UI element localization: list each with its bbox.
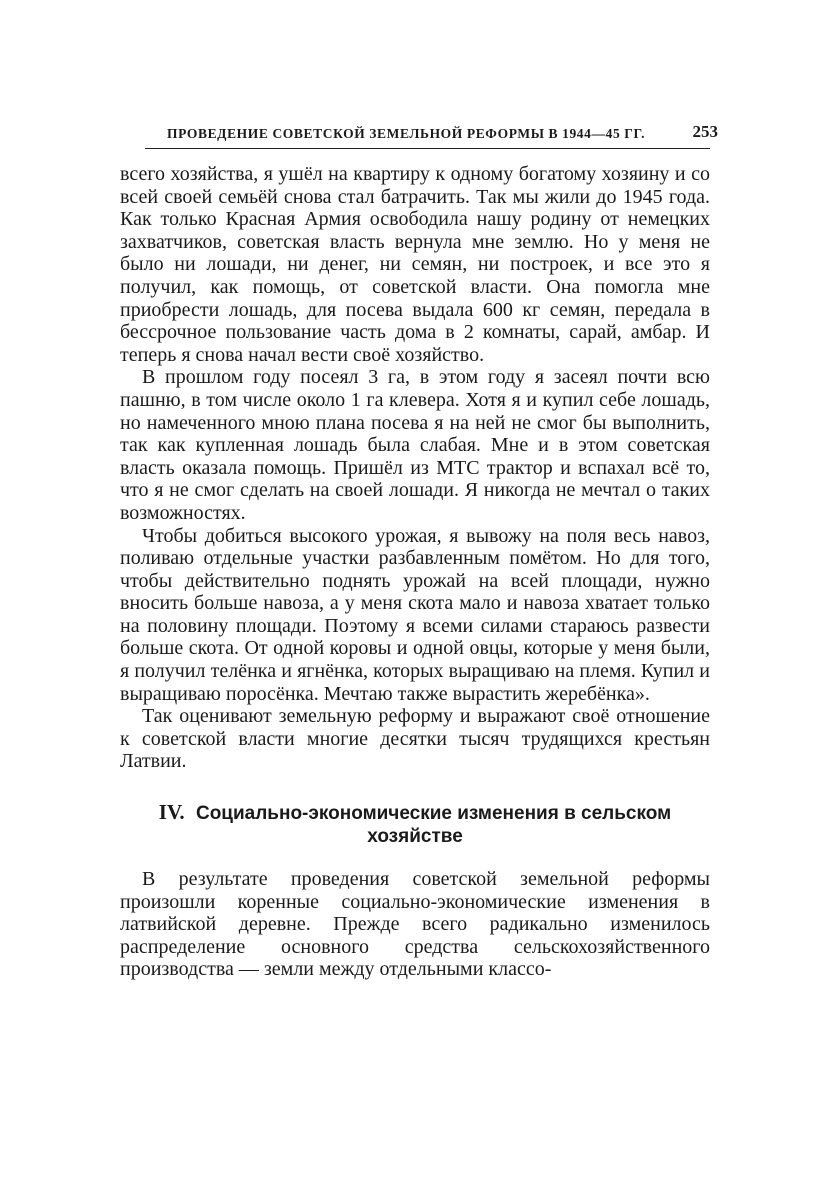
body-text bbox=[120, 163, 710, 981]
running-title: ПРОВЕДЕНИЕ СОВЕТСКОЙ ЗЕМЕЛЬНОЙ РЕФОРМЫ В 1944—45 ГГ. bbox=[167, 126, 646, 141]
section-numeral: IV. bbox=[158, 800, 185, 825]
paragraph: Чтобы добиться высокого урожая, я вывожу на поля весь навоз, поливаю отдельные участки разбавленным помётом. Но для того, чтобы действительно поднять урожай на всей площади, нужно вносить больше навоза, а у меня скота мало и навоза хватает только на половину площади. Поэтому я всеми силами стараюсь развести больше скота. От одной коровы и одной овцы, которые у меня были, я получил телёнка и ягнёнка, которых выращиваю на племя. Купил и выращиваю поросёнка. Мечтаю также вырастить жеребёнка». bbox=[120, 524, 710, 705]
section-heading bbox=[120, 801, 710, 848]
paragraph: Так оценивают земельную реформу и выражают своё отношение к советской власти многие десятки тысяч трудящихся крестьян Латвии. bbox=[120, 705, 710, 773]
paragraph-continuation: всего хозяйства, я ушёл на квартиру к одному богатому хозяину и со всей своей семьёй снова стал батрачить. Так мы жили до 1945 года. Как только Красная Армия освободила нашу родину от немецких захватчиков, советская власть вернула мне землю. Но у меня не было ни лошади, ни денег, ни семян, ни построек, и все это я получил, как помощь, от советской власти. Она помогла мне приобрести лошадь, для посева выдала 600 кг семян, передала в бессрочное пользование часть дома в 2 комнаты, сарай, амбар. И теперь я снова начал вести своё хозяйство. bbox=[120, 163, 710, 366]
paragraph: В результате проведения советской земельной реформы произошли коренные социально-экономические изменения в латвийской деревне. Прежде всего радикально изменилось распределение основного средства сельскохозяйственного производства — земли между отдельными классо- bbox=[120, 868, 710, 981]
paragraph: В прошлом году посеял 3 га, в этом году я засеял почти всю пашню, в том числе около 1 га клевера. Хотя я и купил себе лошадь, но намеченного мною плана посева я на ней не смог бы выполнить, так как купленная лошадь была слабая. Мне и в этом советская власть оказала помощь. Пришёл из МТС трактор и вспахал всё то, что я не смог сделать на своей лошади. Я никогда не мечтал о таких возможностях. bbox=[120, 366, 710, 524]
running-header bbox=[145, 118, 718, 149]
section-title: Социально-экономические изменения в сельском хозяйстве bbox=[195, 803, 672, 848]
book-page bbox=[120, 118, 718, 981]
page-number: 253 bbox=[692, 122, 718, 141]
